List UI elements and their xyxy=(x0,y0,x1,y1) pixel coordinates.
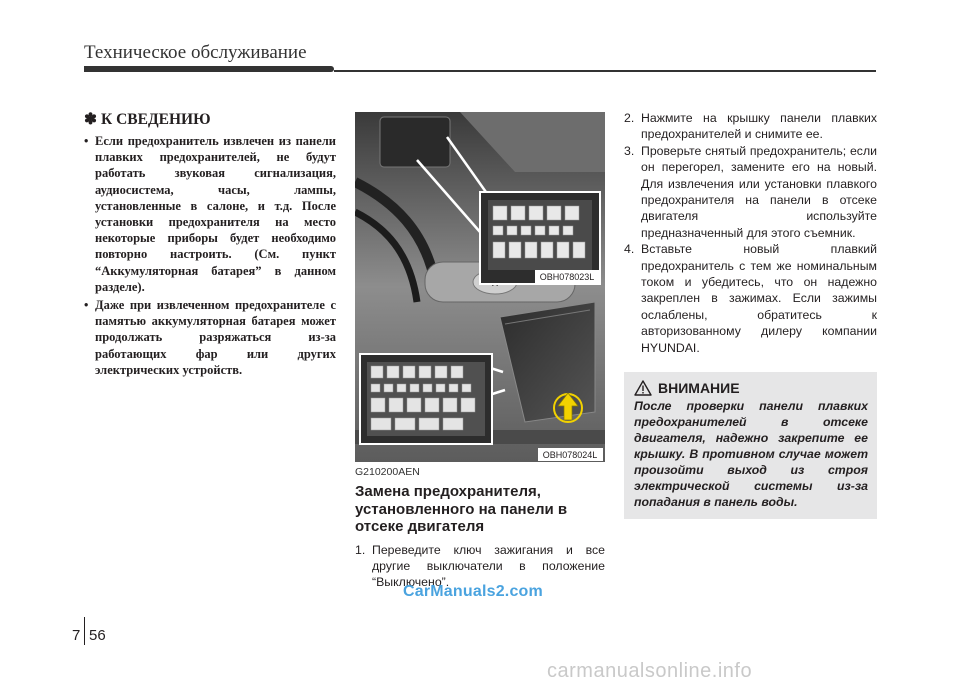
steps-continued xyxy=(624,110,877,356)
info-item xyxy=(84,297,336,378)
section-fuse-replacement xyxy=(355,466,605,591)
section-title: Замена предохранителя, установленного на панели в отсеке двигателя xyxy=(355,483,568,535)
info-note xyxy=(84,110,336,380)
step-number: 1. xyxy=(355,542,366,557)
warning-triangle-icon xyxy=(634,380,652,396)
warning-text: После проверки панели плавких предохранителей в отсеке двигателя, надежно закрепите ее крышку. В противном случае может произойти выход из строя электрической системы из-за попадания в панель воды. xyxy=(634,399,868,509)
info-item-text: Если предохранитель извлечен из панели плавких предохранителей, не будут работать звуковая сигнализация, аудиосистема, часы, лампы, установленные в салоне, и т.д. После установки предохранителя на место некоторые приборы будет необходимо повторно настроить. (См. пункт “Аккумуляторная батарея” в данном разделе). xyxy=(95,134,336,294)
step-text: Вставьте новый плавкий предохранитель с тем же номинальным током и убедитесь, что он надежно закреплен в зажимах. Если зажимы ослаблены, обратитесь к авторизованному дилеру компании HYUNDAI. xyxy=(641,242,877,355)
step-text: Переведите ключ зажигания и все другие выключатели в положение “Выключено”. xyxy=(372,542,605,590)
step-item xyxy=(624,110,877,143)
engine-fuse-box-illustration xyxy=(355,112,605,462)
section-code: G210200AEN xyxy=(355,466,420,478)
asterisk-icon: ✽ xyxy=(84,111,97,128)
step-number: 3. xyxy=(624,143,635,158)
info-item xyxy=(84,133,336,295)
warning-header xyxy=(634,380,868,396)
info-heading xyxy=(84,110,336,129)
page-number: 56 xyxy=(89,627,106,644)
warning-box xyxy=(624,372,877,519)
figure-label-top: OBH078023L xyxy=(539,272,595,282)
step-text: Проверьте снятый предохранитель; если он перегорел, замените его на новый. Для извлечения или установки плавкого предохранителя на панели в отсеке двигателя используйте предназначенный для этого съемник. xyxy=(641,143,877,240)
watermark-footer: carmanualsonline.info xyxy=(547,660,753,682)
warning-title: ВНИМАНИЕ xyxy=(658,380,740,396)
header-rule-thick xyxy=(84,66,334,72)
engine-bay-photo xyxy=(355,112,605,462)
info-item-text: Даже при извлеченном предохранителе с памятью аккумуляторная батарея может продолжать разряжаться из-за работающих фар или других электрических устройств. xyxy=(95,298,336,377)
step-text: Нажмите на крышку панели плавких предохранителей и снимите ее. xyxy=(641,111,877,142)
step-number: 2. xyxy=(624,111,635,125)
step-item xyxy=(624,143,877,241)
step-item xyxy=(624,241,877,356)
chapter-number: 7 xyxy=(72,627,81,644)
header-rule-thin xyxy=(334,70,876,72)
page-header-title: Техническое обслуживание xyxy=(84,42,307,63)
step-number: 4. xyxy=(624,242,635,257)
bullet-icon: • xyxy=(84,298,89,313)
info-heading-text: К СВЕДЕНИЮ xyxy=(101,111,211,128)
figure-label-bottom: OBH078024L xyxy=(542,450,598,460)
bullet-icon: • xyxy=(84,134,89,148)
watermark-link[interactable]: CarManuals2.com xyxy=(403,583,543,600)
page-number-divider xyxy=(84,617,85,645)
